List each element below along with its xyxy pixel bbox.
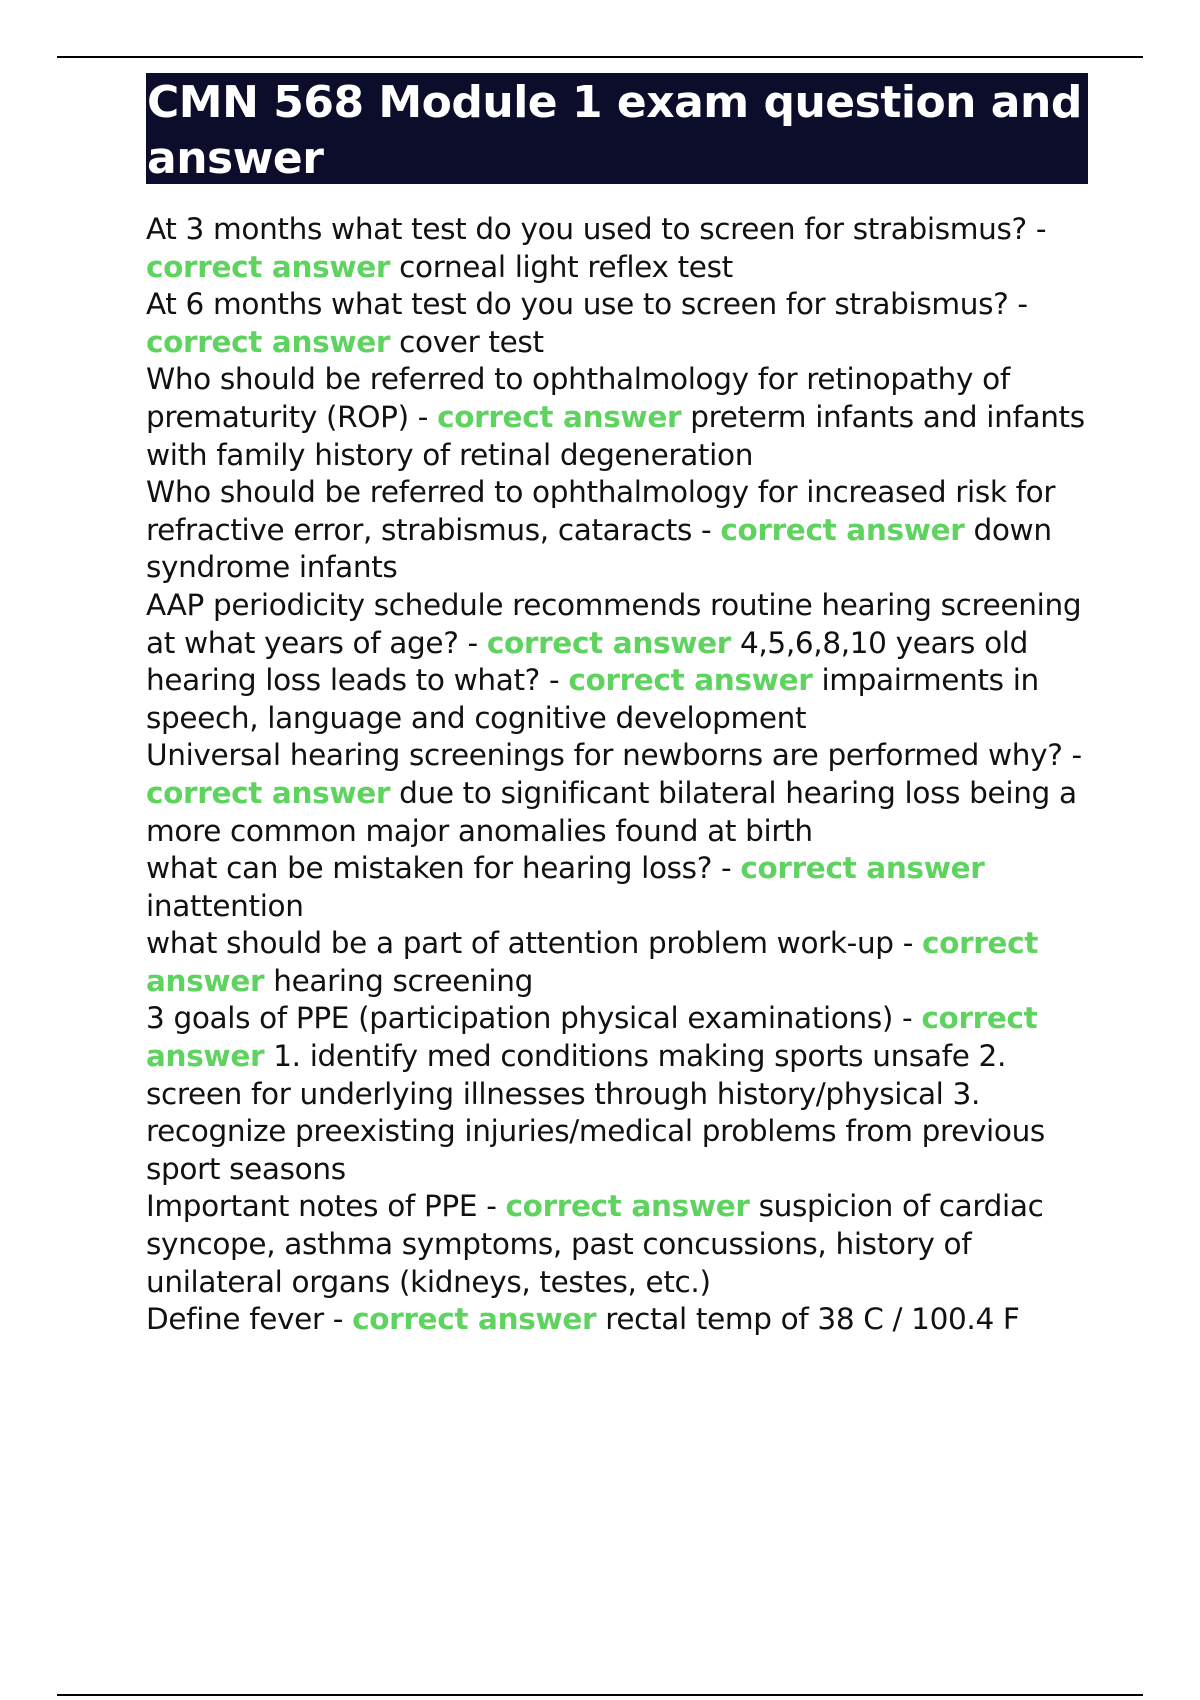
answer-label: correct answer	[146, 249, 391, 284]
answer-label: correct answer	[740, 851, 985, 886]
answer-label: correct answer	[146, 1001, 1038, 1074]
answer-text: down syndrome infants	[146, 512, 1052, 585]
title-banner	[146, 73, 1088, 184]
answer-label: correct answer	[146, 775, 391, 810]
qa-list	[146, 211, 1091, 1339]
answer-text: 1. identify med conditions making sports unsafe 2. screen for underlying illnesses through history/physical 3. recognize preexisting injuries/medical problems from previous sport seasons	[146, 1039, 1045, 1186]
answer-label: correct answer	[505, 1189, 750, 1224]
question-text: AAP periodicity schedule recommends routine hearing screening at what years of age? -	[146, 587, 1082, 660]
answer-text: cover test	[399, 324, 544, 359]
answer-label: correct answer	[352, 1302, 597, 1337]
qa-item	[146, 1301, 1091, 1339]
question-text: 3 goals of PPE (participation physical examinations) -	[146, 1001, 913, 1036]
qa-item	[146, 587, 1091, 662]
answer-label: correct answer	[568, 663, 813, 698]
qa-item	[146, 286, 1091, 361]
bottom-rule	[57, 1694, 1143, 1696]
answer-text: corneal light reflex test	[399, 249, 733, 284]
qa-item	[146, 211, 1091, 286]
answer-text: hearing screening	[273, 963, 533, 998]
top-rule	[57, 56, 1143, 58]
answer-label: correct answer	[486, 625, 731, 660]
answer-text: inattention	[146, 888, 304, 923]
qa-item	[146, 474, 1091, 587]
answer-text: due to significant bilateral hearing loss being a more common major anomalies found at birth	[146, 775, 1077, 848]
question-text: what can be mistaken for hearing loss? -	[146, 851, 732, 886]
qa-item	[146, 361, 1091, 474]
question-text: At 6 months what test do you use to screen for strabismus? -	[146, 287, 1028, 322]
question-text: Universal hearing screenings for newborns are performed why? -	[146, 738, 1082, 773]
answer-label: correct answer	[720, 512, 965, 547]
question-text: Define fever -	[146, 1302, 344, 1337]
qa-item	[146, 1000, 1091, 1188]
question-text: hearing loss leads to what? -	[146, 663, 560, 698]
qa-item	[146, 662, 1091, 737]
answer-label: correct answer	[437, 399, 682, 434]
answer-text: 4,5,6,8,10 years old	[739, 625, 1029, 660]
page-title: CMN 568 Module 1 exam question and answer	[147, 77, 1082, 184]
qa-item	[146, 850, 1091, 925]
answer-text: rectal temp of 38 C / 100.4 F	[605, 1302, 1020, 1337]
qa-item	[146, 737, 1091, 850]
question-text: At 3 months what test do you used to screen for strabismus? -	[146, 212, 1047, 246]
question-text: what should be a part of attention problem work-up -	[146, 926, 914, 961]
answer-text: suspicion of cardiac syncope, asthma symptoms, past concussions, history of unilateral organs (kidneys, testes, etc.)	[146, 1189, 1044, 1299]
answer-label: correct answer	[146, 926, 1039, 998]
question-text: Who should be referred to ophthalmology for retinopathy of prematurity (ROP) -	[146, 362, 1010, 434]
answer-label: correct answer	[146, 324, 391, 359]
answer-text: preterm infants and infants with family history of retinal degeneration	[146, 399, 1085, 472]
answer-text: impairments in speech, language and cognitive development	[146, 663, 1039, 735]
qa-item	[146, 1188, 1091, 1301]
qa-item	[146, 925, 1091, 1000]
question-text: Important notes of PPE -	[146, 1189, 497, 1224]
question-text: Who should be referred to ophthalmology for increased risk for refractive error, strabismus, cataracts -	[146, 475, 1056, 547]
